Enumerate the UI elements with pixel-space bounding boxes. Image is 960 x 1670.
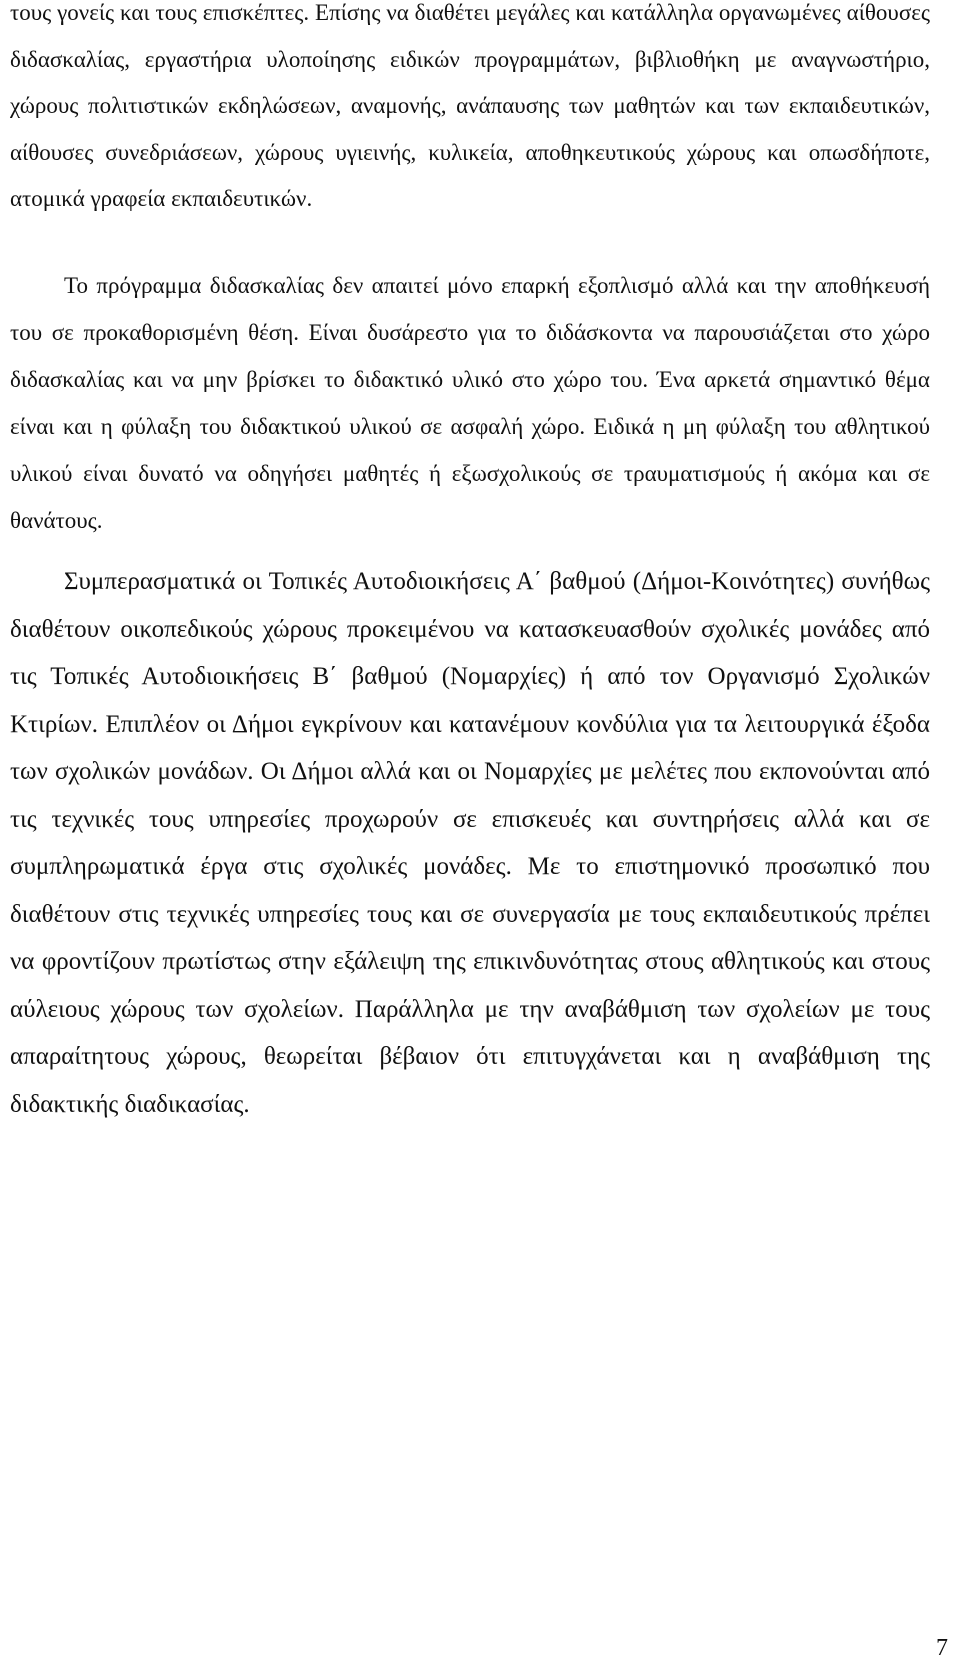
body-paragraph: Συμπερασματικά οι Τοπικές Αυτοδιοικήσεις Α΄ βαθμού (Δήμοι-Κοινότητες) συνήθως διαθέτουν οικοπεδικούς χώρους προκειμένου να κατασκευασθούν σχολικές μονάδες από τις Τοπικές Αυτοδιοικήσεις Β΄ βαθμού (Νομαρχίες) ή από τον Οργανισμό Σχολικών Κτιρίων. Επιπλέον οι Δήμοι εγκρίνουν και κατανέμουν κονδύλια για τα λειτουργικά έξοδα των σχολικών μονάδων. Οι Δήμοι αλλά και οι Νομαρχίες με μελέτες που εκπονούνται από τις τεχνικές τους υπηρεσίες προχωρούν σε επισκευές και συντηρήσεις αλλά και σε συμπληρωματικά έργα στις σχολικές μονάδες. Με το επιστημονικό προσωπικό που διαθέτουν στις τεχνικές υπηρεσίες τους και σε συνεργασία με τους εκπαιδευτικούς πρέπει να φροντίζουν πρωτίστως στην εξάλειψη της επικινδυνότητας στους αθλητικούς και στους αύλειους χώρους των σχολείων. Παράλληλα με την αναβάθμιση των σχολείων με τους απαραίτητους χώρους, θεωρείται βέβαιον ότι επιτυγχάνεται και η αναβάθμιση της διδακτικής διαδικασίας. <box>10 568 930 1118</box>
body-paragraph: τους γονείς και τους επισκέπτες. Επίσης να διαθέτει μεγάλες και κατάλληλα οργανωμένες αίθουσες διδασκαλίας, εργαστήρια υλοποίησης ειδικών προγραμμάτων, βιβλιοθήκη με αναγνωστήριο, χώρους πολιτιστικών εκδηλώσεων, αναμονής, ανάπαυσης των μαθητών και των εκπαιδευτικών, αίθουσες συνεδριάσεων, χώρους υγιεινής, κυλικεία, αποθηκευτικούς χώρους και οπωσδήποτε, ατομικά γραφεία εκπαιδευτικών. <box>10 0 930 211</box>
page-number: 7 <box>936 1635 948 1661</box>
body-paragraph: Το πρόγραμμα διδασκαλίας δεν απαιτεί μόνο επαρκή εξοπλισμό αλλά και την αποθήκευσή του σε προκαθορισμένη θέση. Είναι δυσάρεστο για το διδάσκοντα να παρουσιάζεται στο χώρο διδασκαλίας και να μην βρίσκει το διδακτικό υλικό στο χώρο του. Ένα αρκετά σημαντικό θέμα είναι και η φύλαξη του διδακτικού υλικού σε ασφαλή χώρο. Ειδικά η μη φύλαξη του αθλητικού υλικού είναι δυνατό να οδηγήσει μαθητές ή εξωσχολικούς σε τραυματισμούς ή ακόμα και σε θανάτους. <box>10 273 930 533</box>
